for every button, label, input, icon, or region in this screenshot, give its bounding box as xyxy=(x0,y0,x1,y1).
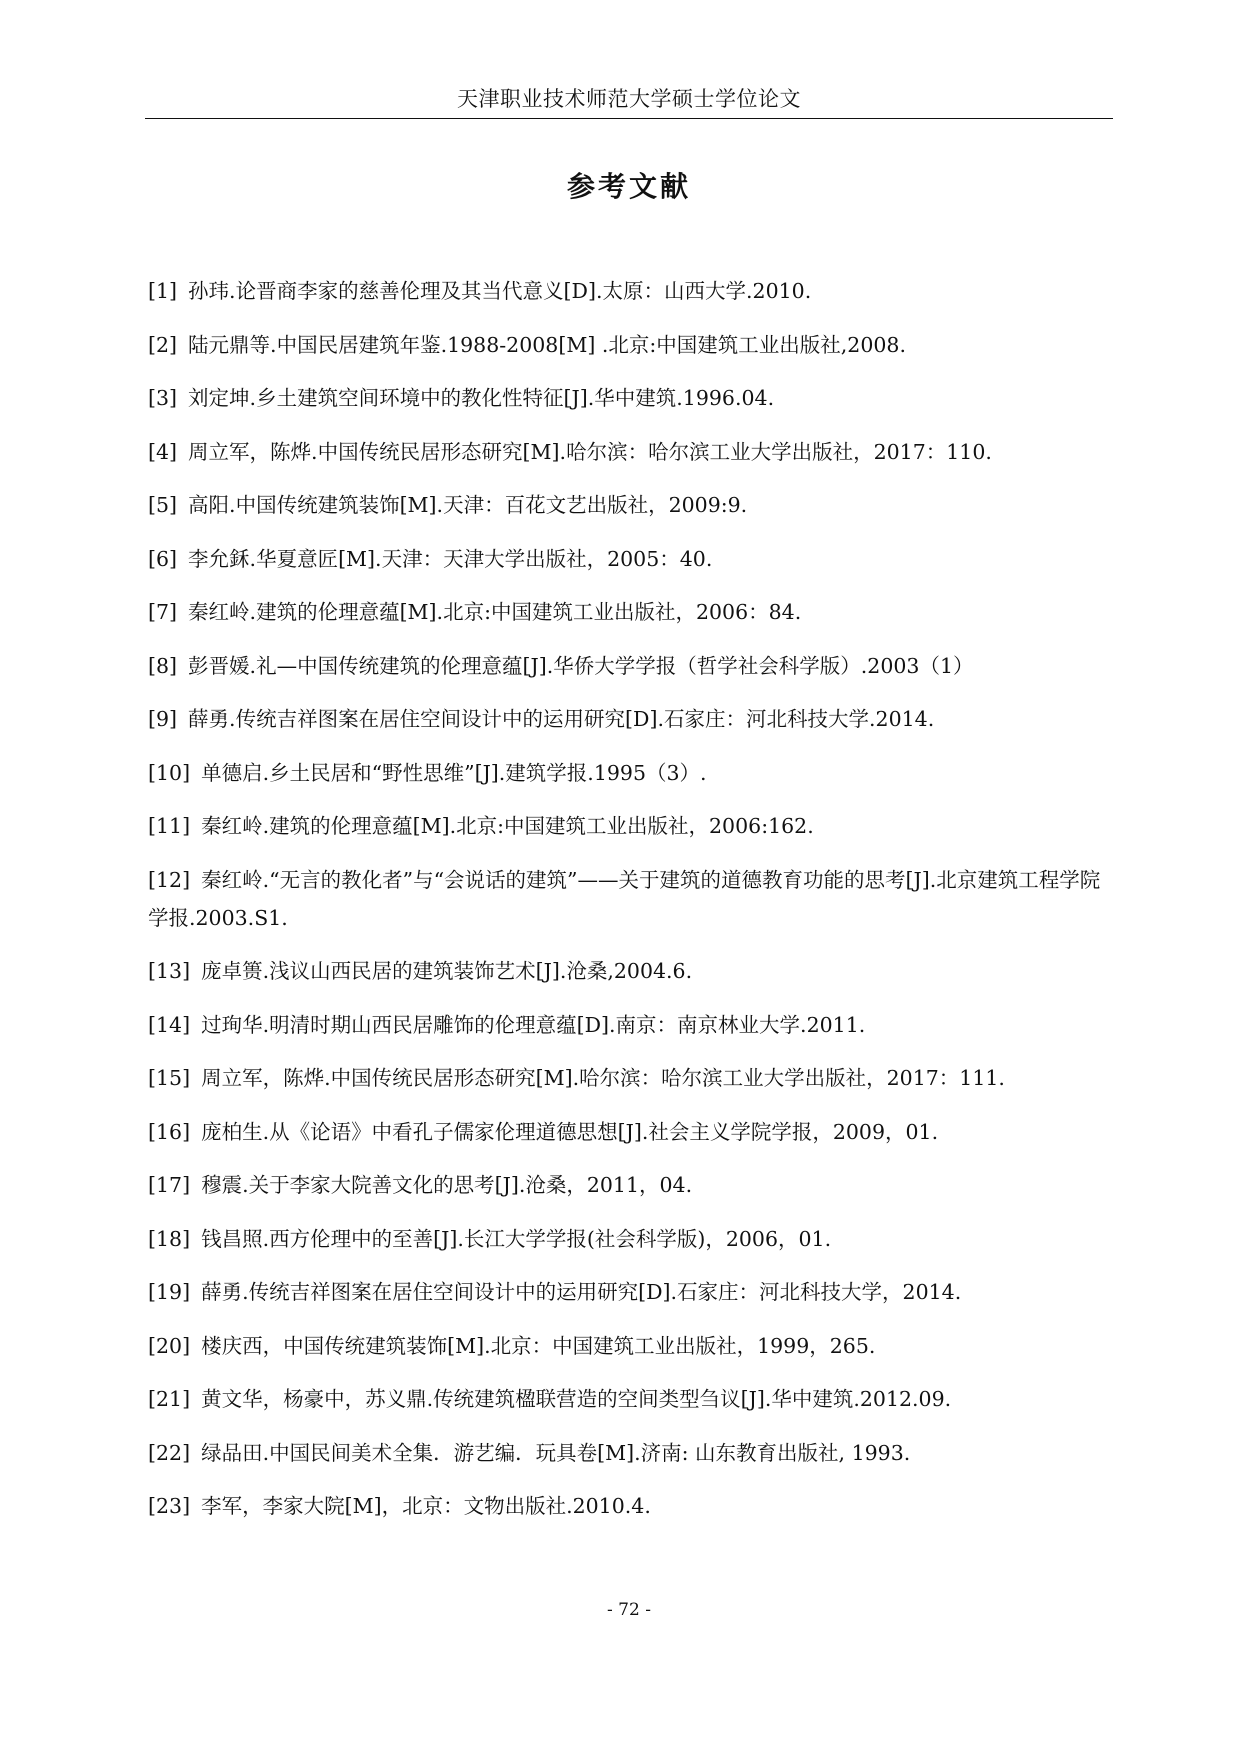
reference-text: 周立军，陈烨.中国传统民居形态研究[M].哈尔滨：哈尔滨工业大学出版社，2017：110. xyxy=(188,439,992,464)
reference-text: 薛勇.传统吉祥图案在居住空间设计中的运用研究[D].石家庄：河北科技大学，2014. xyxy=(201,1280,962,1304)
reference-item xyxy=(148,1434,1116,1472)
reference-text: 秦红岭.建筑的伦理意蕴[M].北京:中国建筑工业出版社，2006：84. xyxy=(188,600,802,624)
reference-text: 秦红岭.“无言的教化者”与“会说话的建筑”——关于建筑的道德教育功能的思考[J].北京建筑工程学院学报.2003.S1. xyxy=(148,867,1101,930)
reference-item xyxy=(148,952,1116,990)
reference-text: 庞卓篑.浅议山西民居的建筑装饰艺术[J].沧桑,2004.6. xyxy=(201,959,693,983)
reference-text: 绿品田.中国民间美术全集．游艺编．玩具卷[M].济南: 山东教育出版社, 1993. xyxy=(201,1440,911,1465)
reference-item xyxy=(148,1273,1116,1311)
reference-number: [16] xyxy=(148,1119,191,1144)
reference-number: [12] xyxy=(148,867,191,892)
reference-number: [5] xyxy=(148,493,178,517)
reference-number: [11] xyxy=(148,814,191,838)
reference-item xyxy=(148,1166,1116,1204)
reference-number: [18] xyxy=(148,1226,191,1251)
reference-item xyxy=(148,1006,1116,1044)
reference-number: [10] xyxy=(148,760,191,785)
reference-item xyxy=(148,1327,1116,1365)
page-title: 参考文献 xyxy=(566,169,691,203)
header-divider xyxy=(145,118,1113,119)
reference-item xyxy=(148,326,1116,364)
reference-text: 庞柏生.从《论语》中看孔子儒家伦理道德思想[J].社会主义学院学报，2009，01. xyxy=(201,1119,939,1144)
reference-item xyxy=(148,1059,1116,1097)
reference-item xyxy=(148,1113,1116,1151)
reference-number: [6] xyxy=(148,546,178,571)
reference-number: [21] xyxy=(148,1387,191,1411)
reference-number: [19] xyxy=(148,1280,191,1304)
reference-item xyxy=(148,540,1116,578)
reference-list xyxy=(148,272,1116,1541)
reference-number: [4] xyxy=(148,439,178,464)
reference-number: [17] xyxy=(148,1173,191,1197)
reference-number: [9] xyxy=(148,707,178,731)
reference-item xyxy=(148,1487,1116,1525)
reference-number: [14] xyxy=(148,1012,191,1037)
reference-number: [22] xyxy=(148,1440,191,1465)
reference-item xyxy=(148,1380,1116,1418)
reference-text: 钱昌照.西方伦理中的至善[J].长江大学学报(社会科学版)，2006，01. xyxy=(201,1226,832,1251)
reference-text: 黄文华，杨豪中，苏义鼎.传统建筑楹联营造的空间类型刍议[J].华中建筑.2012.09. xyxy=(201,1387,952,1411)
reference-text: 彭晋媛.礼—中国传统建筑的伦理意蕴[J].华侨大学学报（哲学社会科学版）.2003（1） xyxy=(188,653,974,678)
reference-text: 刘定坤.乡土建筑空间环境中的教化性特征[J].华中建筑.1996.04. xyxy=(188,386,775,410)
reference-number: [1] xyxy=(148,279,178,303)
reference-text: 单德启.乡土民居和“野性思维”[J].建筑学报.1995（3）. xyxy=(201,760,707,785)
reference-item xyxy=(148,807,1116,845)
reference-text: 陆元鼎等.中国民居建筑年鉴.1988-2008[M] .北京:中国建筑工业出版社,2008. xyxy=(188,332,906,357)
reference-text: 周立军，陈烨.中国传统民居形态研究[M].哈尔滨：哈尔滨工业大学出版社，2017：111. xyxy=(201,1066,1005,1090)
reference-number: [8] xyxy=(148,653,178,678)
reference-item xyxy=(148,1220,1116,1258)
reference-number: [3] xyxy=(148,386,178,410)
running-header: 天津职业技术师范大学硕士学位论文 xyxy=(457,87,801,111)
reference-text: 高阳.中国传统建筑装饰[M].天津：百花文艺出版社，2009:9. xyxy=(188,493,748,517)
reference-text: 穆震.关于李家大院善文化的思考[J].沧桑，2011，04. xyxy=(201,1173,693,1197)
reference-text: 李允鉌.华夏意匠[M].天津：天津大学出版社，2005：40. xyxy=(188,546,713,571)
reference-number: [7] xyxy=(148,600,178,624)
page-number: - 72 - xyxy=(607,1600,651,1620)
reference-text: 秦红岭.建筑的伦理意蕴[M].北京:中国建筑工业出版社，2006:162. xyxy=(201,814,814,838)
reference-item xyxy=(148,754,1116,792)
reference-item xyxy=(148,486,1116,524)
reference-item xyxy=(148,700,1116,738)
reference-item xyxy=(148,861,1116,937)
reference-text: 薛勇.传统吉祥图案在居住空间设计中的运用研究[D].石家庄：河北科技大学.2014. xyxy=(188,707,935,731)
reference-item xyxy=(148,379,1116,417)
reference-text: 李军，李家大院[M]，北京：文物出版社.2010.4. xyxy=(201,1494,651,1518)
reference-item xyxy=(148,433,1116,471)
reference-item xyxy=(148,272,1116,310)
reference-item xyxy=(148,647,1116,685)
reference-text: 楼庆西，中国传统建筑装饰[M].北京：中国建筑工业出版社，1999，265. xyxy=(201,1333,876,1358)
reference-text: 孙玮.论晋商李家的慈善伦理及其当代意义[D].太原：山西大学.2010. xyxy=(188,279,812,303)
reference-number: [2] xyxy=(148,332,178,357)
reference-number: [15] xyxy=(148,1066,191,1090)
reference-text: 过珣华.明清时期山西民居雕饰的伦理意蕴[D].南京：南京林业大学.2011. xyxy=(201,1012,866,1037)
reference-item xyxy=(148,593,1116,631)
reference-number: [20] xyxy=(148,1333,191,1358)
reference-number: [23] xyxy=(148,1494,191,1518)
reference-number: [13] xyxy=(148,959,191,983)
